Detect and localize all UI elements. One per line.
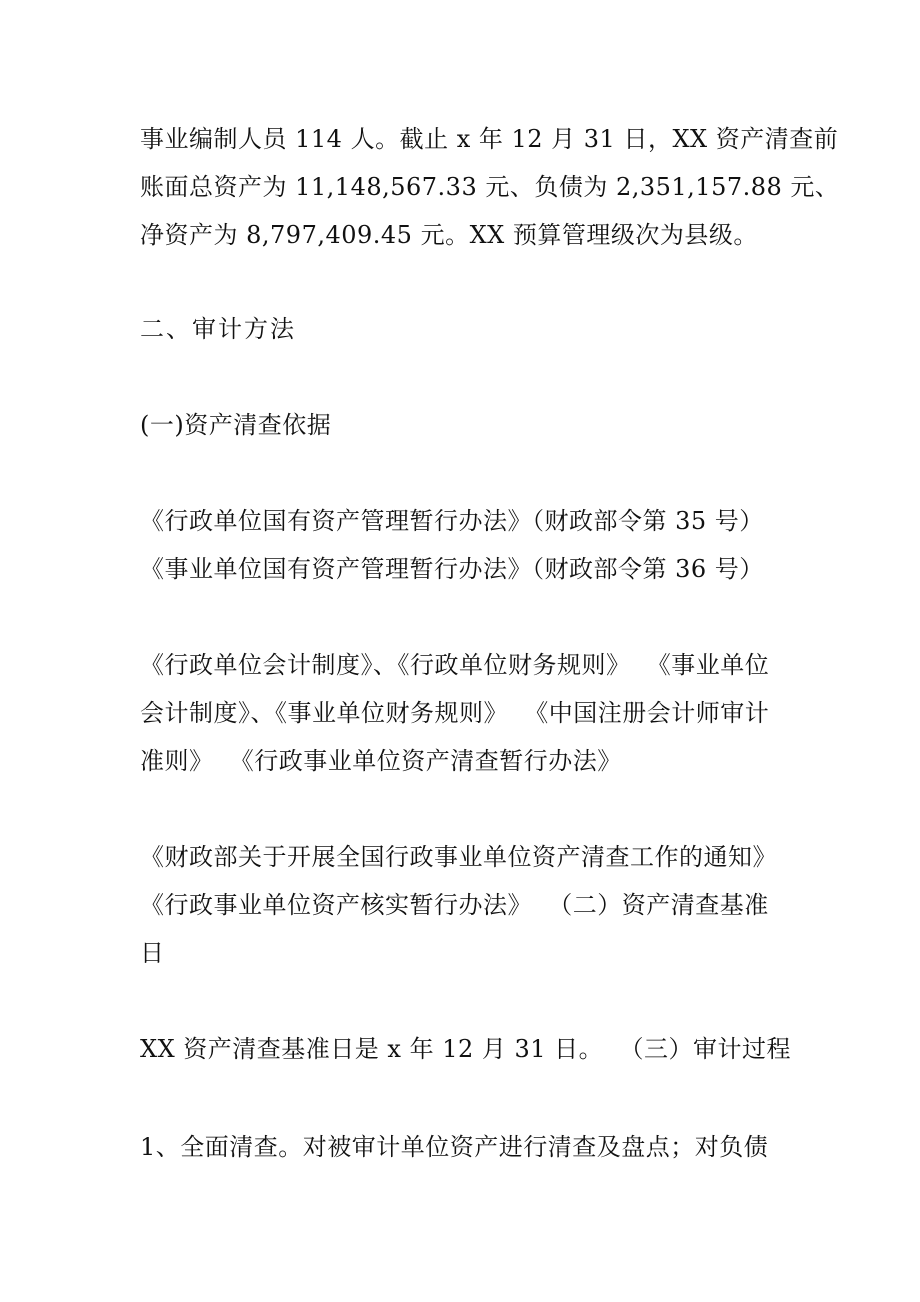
reference-line: 《事业单位国有资产管理暂行办法》（财政部令第 36 号） <box>140 555 764 583</box>
reference-line: 日 <box>140 939 165 967</box>
paragraph-line: 账面总资产为 11,148,567.33 元、负债为 2,351,157.88 元、 <box>140 173 840 201</box>
reference-line: 《行政事业单位资产核实暂行办法》 （二）资产清查基准 <box>140 891 769 919</box>
reference-line: 《行政单位国有资产管理暂行办法》（财政部令第 35 号） <box>140 507 764 535</box>
paragraph-line: 净资产为 8,797,409.45 元。XX 预算管理级次为县级。 <box>140 221 758 249</box>
reference-line: 准则》 《行政事业单位资产清查暂行办法》 <box>140 747 622 775</box>
section-title: 二、审计方法 <box>140 315 296 343</box>
subsection-title: (一)资产清查依据 <box>140 411 332 439</box>
paragraph-line: 事业编制人员 114 人。截止 x 年 12 月 31 日，XX 资产清查前 <box>140 125 839 153</box>
base-date-line: XX 资产清查基准日是 x 年 12 月 31 日。 （三）审计过程 <box>140 1035 791 1063</box>
reference-line: 《行政单位会计制度》、《行政单位财务规则》 《事业单位 <box>140 651 770 679</box>
process-line: 1、全面清查。对被审计单位资产进行清查及盘点；对负债 <box>140 1133 769 1161</box>
reference-line: 《财政部关于开展全国行政事业单位资产清查工作的通知》 <box>140 843 777 871</box>
reference-line: 会计制度》、《事业单位财务规则》 《中国注册会计师审计 <box>140 699 770 727</box>
